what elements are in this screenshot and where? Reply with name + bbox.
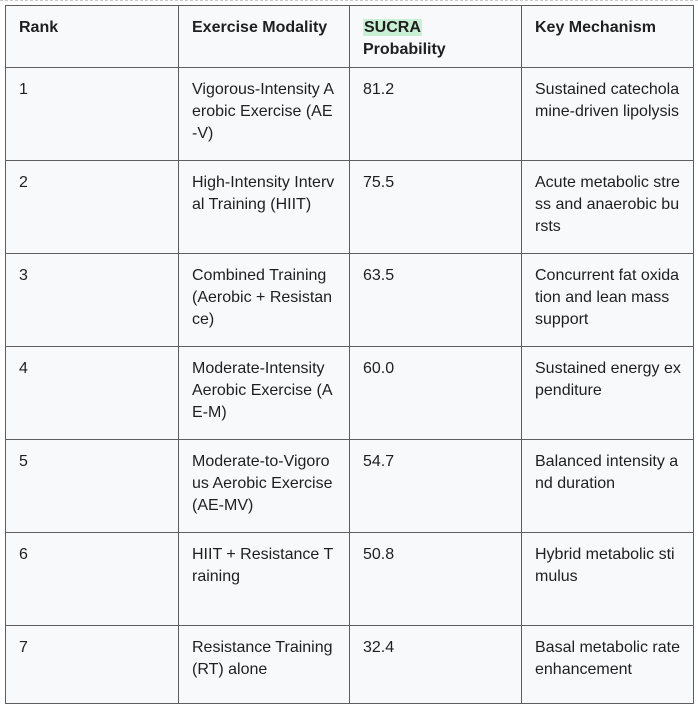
header-mechanism: Key Mechanism — [522, 6, 694, 68]
cell-mechanism: Balanced intensity and duration — [522, 440, 694, 533]
header-modality: Exercise Modality — [179, 6, 350, 68]
header-sucra — [350, 6, 522, 68]
header-row — [6, 6, 694, 68]
table-row — [6, 626, 694, 704]
cell-rank: 4 — [6, 347, 179, 440]
cell-mechanism: Acute metabolic stress and anaerobic bursts — [522, 161, 694, 254]
cell-modality: Combined Training (Aerobic + Resistance) — [179, 254, 350, 347]
cell-sucra: 75.5 — [350, 161, 522, 254]
cell-sucra: 32.4 — [350, 626, 522, 704]
cell-mechanism: Basal metabolic rate enhancement — [522, 626, 694, 704]
cell-modality: Resistance Training (RT) alone — [179, 626, 350, 704]
cell-rank: 2 — [6, 161, 179, 254]
cell-sucra: 54.7 — [350, 440, 522, 533]
top-divider — [0, 0, 698, 1]
cell-mechanism: Sustained energy expenditure — [522, 347, 694, 440]
cell-sucra: 60.0 — [350, 347, 522, 440]
highlighted-term: SUCRA — [364, 19, 421, 36]
cell-rank: 3 — [6, 254, 179, 347]
table-row — [6, 161, 694, 254]
table-row — [6, 254, 694, 347]
cell-mechanism: Concurrent fat oxidation and lean mass support — [522, 254, 694, 347]
ranking-table — [5, 5, 694, 704]
cell-rank: 6 — [6, 533, 179, 626]
cell-modality: Vigorous-Intensity Aerobic Exercise (AE-V) — [179, 68, 350, 161]
cell-mechanism: Hybrid metabolic stimulus — [522, 533, 694, 626]
cell-modality: Moderate-to-Vigorous Aerobic Exercise (AE-MV) — [179, 440, 350, 533]
cell-sucra: 81.2 — [350, 68, 522, 161]
cell-sucra: 63.5 — [350, 254, 522, 347]
table-row — [6, 533, 694, 626]
cell-rank: 5 — [6, 440, 179, 533]
header-sucra-rest: Probability — [363, 41, 446, 58]
cell-mechanism: Sustained catecholamine-driven lipolysis — [522, 68, 694, 161]
table-row — [6, 68, 694, 161]
table-row — [6, 347, 694, 440]
cell-modality: High-Intensity Interval Training (HIIT) — [179, 161, 350, 254]
cell-sucra: 50.8 — [350, 533, 522, 626]
cell-rank: 7 — [6, 626, 179, 704]
header-rank: Rank — [6, 6, 179, 68]
table-row — [6, 440, 694, 533]
cell-modality: HIIT + Resistance Training — [179, 533, 350, 626]
cell-rank: 1 — [6, 68, 179, 161]
cell-modality: Moderate-Intensity Aerobic Exercise (AE-M) — [179, 347, 350, 440]
